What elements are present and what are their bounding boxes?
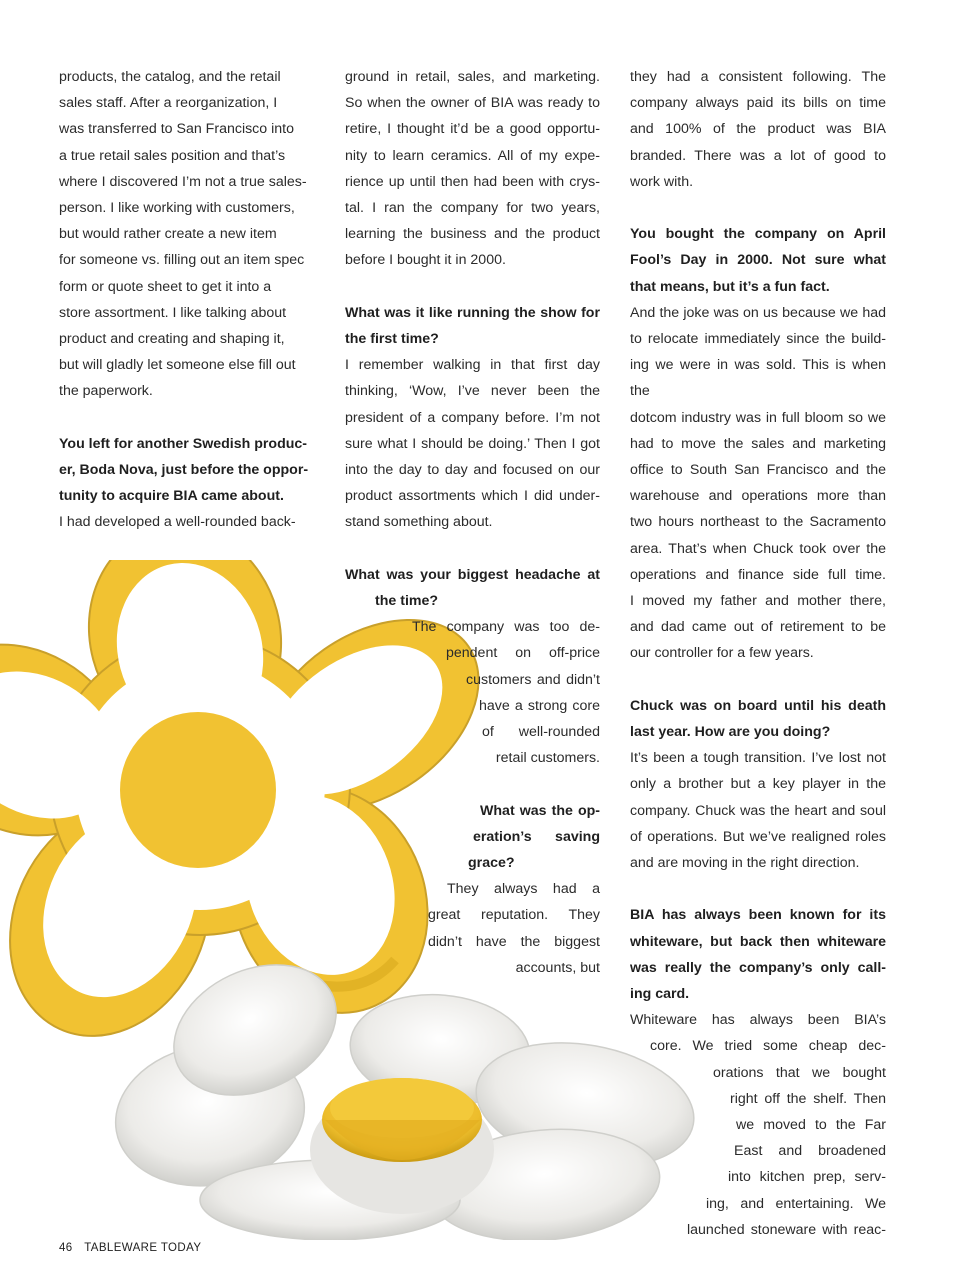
text-line: the first time? [345,331,439,348]
text-line: er, Boda Nova, just before the oppor- [59,462,309,479]
text-line: company always paid its bills on time [630,95,886,112]
text-line: dotcom industry was in full bloom so we [630,409,886,426]
text-line: into kitchen prep, serv- [728,1169,886,1186]
text-line: You bought the company on April [630,226,886,243]
text-line: I remember walking in that first day [345,357,600,374]
text-line: to relocate immediately since the build- [630,331,886,348]
text-line: that means, but it’s a fun fact. [630,278,830,295]
text-line: office to South San Francisco and the [630,462,886,479]
text-line: where I discovered I’m not a true sales- [59,173,307,190]
text-line: stand something about. [345,514,493,531]
text-line: branded. There was a lot of good to [630,147,886,164]
text-line: into the day to day and focused on our [345,462,600,479]
text-line: What was it like running the show for [345,304,600,321]
interview-answer [345,352,600,535]
text-column-2 [345,64,600,981]
text-line: learning the business and the product [345,226,600,243]
text-line: president of a company before. I’m not [345,409,600,426]
text-line: East and broadened [734,1143,886,1160]
text-line: the paperwork. [59,383,153,400]
paragraph-gap [630,667,886,693]
interview-answer [630,1007,886,1243]
text-line: eration’s saving [473,828,600,845]
publication-name: TABLEWARE TODAY [84,1242,202,1254]
text-line: Chuck was on board until his death [630,697,886,714]
interview-answer [59,64,317,405]
interview-question [630,221,886,300]
text-line: ing we were in was sold. This is when the [630,357,886,400]
text-line: whiteware, but back then whiteware [630,933,886,950]
text-line: BIA has always been known for its [630,907,886,924]
text-line: retail customers. [495,750,600,767]
text-line: store assortment. I like talking about [59,304,287,321]
text-line: pendent on off-price [446,645,600,662]
text-line: was transferred to San Francisco into [59,121,294,138]
text-line: They always had a [447,881,600,898]
text-line: and 100% of the product was BIA [630,121,886,138]
text-line: for someone vs. filling out an item spec [59,252,305,269]
text-line: I moved my father and mother there, [630,593,886,610]
text-line: grace? [468,855,515,872]
text-line: accounts, but [515,959,600,976]
text-column-1 [59,64,317,536]
interview-answer [345,64,600,274]
text-line: our controller for a few years. [630,645,814,662]
text-line: ing, and entertaining. We [706,1195,886,1212]
page-footer [59,1242,201,1254]
text-line: products, the catalog, and the retail [59,69,281,85]
text-line: warehouse and operations more than [630,488,886,505]
interview-answer [345,614,600,771]
interview-answer [345,876,600,981]
text-line: I had developed a well-rounded back- [59,514,296,531]
interview-answer [630,745,886,876]
text-line: work with. [630,173,694,190]
text-line: So when the owner of BIA was ready to [345,95,600,112]
text-line: nity to learn ceramics. All of my expe- [345,147,600,164]
text-line: of operations. But we’ve realigned roles [630,828,886,845]
text-line: but will gladly let someone else fill out [59,357,296,374]
text-line: was really the company’s only call- [630,959,886,976]
text-line: sales staff. After a reorganization, I [59,95,278,112]
text-line: You left for another Swedish produc- [59,435,308,452]
text-line: Whiteware has always been BIA’s [630,1012,886,1029]
text-line: and dad came out of retirement to be [630,619,886,636]
interview-question [345,798,600,877]
text-line: great reputation. They [428,907,600,924]
text-line: only a brother but a key player in the [630,776,886,793]
text-line: two hours northeast to the Sacramento [630,514,886,531]
text-line: tunity to acquire BIA came about. [59,488,284,505]
text-line: operations and finance side full time. [630,566,886,583]
text-line: form or quote sheet to get it into a [59,278,272,295]
interview-question [630,902,886,1007]
text-line: product assortments which I did under- [345,488,600,505]
text-line: the time? [375,593,439,610]
paragraph-gap [345,274,600,300]
text-line: ground in retail, sales, and marketing. [345,69,600,85]
text-line: had to move the sales and marketing [630,435,886,452]
interview-question [345,300,600,352]
text-line: orations that we bought [713,1064,886,1081]
text-line: of well-rounded [482,724,600,741]
paragraph-gap [630,195,886,221]
text-line: but would rather create a new item [59,226,277,243]
text-line: customers and didn’t [466,671,600,688]
interview-answer [630,300,886,667]
text-line: tal. I ran the company for two years, [345,200,600,217]
text-line: person. I like working with customers, [59,200,295,217]
interview-answer [630,64,886,195]
page-number: 46 [59,1242,73,1254]
text-line: rience up until then had been with crys- [345,173,600,190]
interview-question [630,693,886,745]
text-line: before I bought it in 2000. [345,252,506,269]
interview-question [345,562,600,614]
text-line: sure what I should be doing.’ Then I got [345,435,600,452]
text-line: retire, I thought it’d be a good opportu- [345,121,600,138]
text-line: What was your biggest headache at [345,566,600,583]
text-line: ing card. [630,986,690,1003]
text-line: company. Chuck was the heart and soul [630,802,886,819]
text-line: we moved to the Far [736,1117,886,1134]
text-line: It’s been a tough transition. I’ve lost not [630,750,886,767]
text-line: a true retail sales position and that’s [59,147,286,164]
text-line: product and creating and shaping it, [59,331,285,348]
paragraph-gap [630,876,886,902]
text-line: didn’t have the biggest [428,933,600,950]
paragraph-gap [59,405,317,431]
text-line: and are moving in the right direction. [630,855,860,872]
paragraph-gap [345,536,600,562]
text-line: And the joke was on us because we had [630,304,886,321]
text-line: What was the op- [480,802,600,819]
paragraph-gap [345,771,600,797]
text-line: The company was too de- [412,619,600,636]
text-line: Fool’s Day in 2000. Not sure what [630,252,886,269]
interview-answer [59,509,317,535]
text-line: right off the shelf. Then [730,1090,886,1107]
text-line: core. We tried some cheap dec- [650,1038,886,1055]
text-line: thinking, ‘Wow, I’ve never been the [345,383,600,400]
text-line: launched stoneware with reac- [687,1221,886,1238]
text-line: area. That’s when Chuck took over the [630,540,886,557]
text-line: they had a consistent following. The [630,69,886,85]
text-line: have a strong core [479,697,600,714]
text-column-3 [630,64,886,1243]
interview-question [59,431,317,510]
text-line: last year. How are you doing? [630,724,831,741]
